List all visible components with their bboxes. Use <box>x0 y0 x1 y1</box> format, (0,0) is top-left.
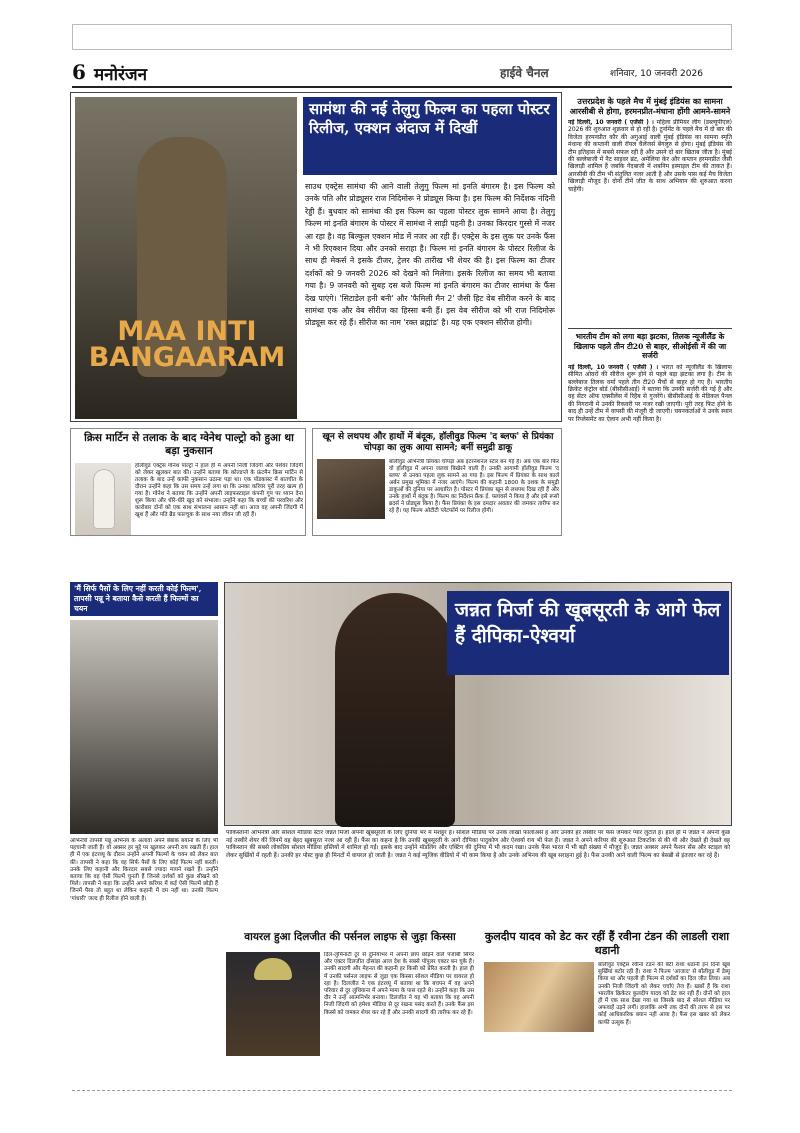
wpl-body: महिला प्रीमियर लीग (डब्ल्यूपीएल) 2026 की शुरुआत शुक्रवार से हो रही है। टूर्नामेंट के पहले मैच में दो बार की विजेता हरमनप्रीत कौर की अगुआई वाली मुंबई इंडियंस का सामना स्मृति मंधाना की कप्तानी वाली रॉयल चैलेंजर्स बेंगलुरु से होगा। मुंबई इंडियंस की टीम इतिहास में सबसे सफल रही है और उसने दो बार खिताब जीता है। मुंबई की बल्लेबाजी में नैट साइवर ब्रंट, अमेलिया केर और कप्तान हरमनप्रीत जैसी खिलाड़ी शामिल हैं जबकि गेंदबाजी में शबनिम इस्माइल टीम की ताकत हैं। आरसीबी की टीम भी संतुलित नजर आती है और उसके पास कई मैच विजेता खिलाड़ी मौजूद हैं। दोनों टीमें जीत के साथ अभियान की शुरुआत करना चाहेंगी। <box>568 119 732 193</box>
rasha-headline: कुलदीप यादव को डेट कर रहीं हैं रवीना टंडन की लाडली राशा थडानी <box>484 930 730 957</box>
tilak-lead: नई दिल्ली, 10 जनवरी ( एजेंसी ) । <box>568 363 659 371</box>
diljit-story <box>224 928 476 1084</box>
samantha-story <box>70 92 562 422</box>
tilak-story <box>568 328 732 534</box>
rasha-story <box>482 928 732 1084</box>
diljit-body: दिल-लुमिनाटी टूर से दुनियाभर में अपनी छाप छोड़ने वाले पंजाबी सिंगर और एक्टर दिलजीत दोसांझ आज देश के सबसे पॉपुलर एक्टर बन चुके हैं। उनकी सादगी और मेहनत की कहानी हर किसी को प्रेरित करती है। हाल ही में उनकी पर्सनल लाइफ से जुड़ा एक किस्सा सोशल मीडिया पर वायरल हो रहा है। दिलजीत ने एक इंटरव्यू में बताया था कि बचपन में वह अपने परिवार से दूर लुधियाना में अपने मामा के पास रहते थे। उन्होंने कहा कि उस दौर ने उन्हें आत्मनिर्भर बनाया। दिलजीत ने यह भी बताया कि वह अपनी निजी जिंदगी को हमेशा मीडिया से दूर रखना पसंद करते हैं। उनके फैंस इस किस्से को जमकर शेयर कर रहे हैं और उनकी सादगी की तारीफ कर रहे हैं। <box>324 952 474 1016</box>
gwyneth-figure <box>93 469 115 529</box>
page-number: 6 <box>72 60 86 84</box>
diljit-turban <box>254 958 292 980</box>
poster-title: MAA INTI BANGAARAM <box>88 316 286 373</box>
taapsee-body: अभिनेत्री तापसी पन्नू अभिनय के अलावा अपने बेबाक बयानों के लिए भी पहचानी जाती हैं। वो अक्सर हर मुद्दे पर खुलकर अपनी राय रखती हैं। हाल ही में एक इंटरव्यू के दौरान उन्होंने अपनी फिल्मों के चयन को लेकर बात की। तापसी ने कहा कि वह सिर्फ पैसों के लिए कोई फिल्म नहीं करतीं। उनके लिए कहानी और किरदार सबसे ज्यादा मायने रखते हैं। उन्होंने बताया कि वह ऐसी फिल्में चुनती हैं जिनसे दर्शकों को कुछ सीखने को मिले। तापसी ने कहा कि उन्होंने अपने करियर में कई ऐसी फिल्में छोड़ी हैं जिनमें पैसा तो बहुत था लेकिन कहानी में दम नहीं था। उनकी फिल्म 'गांधारी' जल्द ही रिलीज होने वाली है। <box>70 838 218 902</box>
jannat-headline: जन्नत मिर्जा की खूबसूरती के आगे फेल हैं दीपिका-ऐश्वर्या <box>447 591 729 675</box>
diljit-photo <box>226 952 320 1056</box>
gwyneth-body: हॉलीवुड एक्ट्रेस ग्वेनेथ पाल्ट्रो ने हाल ही में अपनी निजी जिंदगी और पेशेवर जिंदगी को लेकर खुलकर बात की। उन्होंने बताया कि कोल्डप्ले के फ्रंटमैन क्रिस मार्टिन से तलाक के बाद उन्हें काफी नुकसान उठाना पड़ा था। एक पॉडकास्ट में बातचीत के दौरान उन्होंने कहा कि उस समय उन्हें लगा था कि उनका करियर पूरी तरह खत्म हो गया है। ग्वेनेथ ने बताया कि उन्होंने अपनी लाइफस्टाइल कंपनी गूप पर ध्यान देना शुरू किया और धीरे-धीरे खुद को संभाला। उन्होंने कहा कि बच्चों की परवरिश और कारोबार दोनों को एक साथ संभालना आसान नहीं था। आज वह अपनी जिंदगी में खुश हैं और पति ब्रैड फाल्चुक के साथ नया जीवन जी रही हैं। <box>135 463 303 518</box>
gwyneth-headline: क्रिस मार्टिन से तलाक के बाद ग्वेनेथ पाल्ट्रो को हुआ था बड़ा नुकसान <box>84 432 294 457</box>
samantha-body: साउथ एक्ट्रेस सामंथा की आने वाली तेलुगु फिल्म मां इनति बंगारम है। इस फिल्म को उनके पति और प्रोड्यूसर राज निदिमोरू ने प्रोड्यूस किया है। इस फिल्म की निर्देशक नंदिनी रेड्डी हैं। बुधवार को सामंथा की इस फिल्म का पहला पोस्टर लुक सामने आया है। तेलुगु फिल्म मां इनति बंगारम के पोस्टर में सामंथा ने साड़ी पहनी है। उनका किरदार गुस्से में नजर आ रहा है। वह बिल्कुल एक्शन मोड में नजर आ रही हैं। एक्ट्रेस के इस लुक पर उनके फैंस ने भी रिएक्शन दिया और उनको सराहा है। फिल्म मां इनति बंगारम के पोस्टर रिलीज के साथ ही मेकर्स ने इसके टीजर, ट्रेलर की तारीख भी शेयर की है। इस फिल्म का टीजर दर्शकों को 9 जनवरी 2026 को देखने को मिलेगा। इसके रिलीज का समय भी बताया गया है। 9 जनवरी को सुबह दस बजे फिल्म मां इनति बंगारम का टीजर सामंथा के फैंस देख पाएंगे। 'सिटाडेल हनी बनी' और 'फैमिली मैन 2' जैसी हिट वेब सीरीज करने के बाद सामंथा एक और वेब सीरीज का हिस्सा बनी हैं। इस वेब सीरीज को भी राज निदिमोरू प्रोड्यूस कर रहे हैं। सीरीज का नाम 'रक्त ब्रह्मांड' है। यह एक एक्शन सीरीज होगी। <box>305 182 555 328</box>
wpl-story <box>568 96 732 322</box>
taapsee-photo <box>70 620 218 834</box>
wpl-lead: नई दिल्ली, 10 जनवरी ( एजेंसी ) । <box>568 119 654 126</box>
samantha-headline: सामंथा की नई तेलुगु फिल्म का पहला पोस्टर रिलीज, एक्शन अंदाज में दिखीं <box>303 97 557 175</box>
samantha-poster-image <box>75 97 297 419</box>
rasha-photo <box>484 962 594 1032</box>
gwyneth-photo <box>75 463 131 535</box>
top-blank-box <box>72 24 732 50</box>
taapsee-headline: 'मैं सिर्फ पैसों के लिए नहीं करती कोई फिल्म', तापसी पन्नू ने बताया कैसे करती हैं फिल्मों का चयन <box>70 582 218 616</box>
diljit-headline: वायरल हुआ दिलजीत की पर्सनल लाइफ से जुड़ा किस्सा <box>244 931 456 943</box>
jannat-figure <box>335 593 455 827</box>
newspaper-logo: हाईवे चैनल <box>500 66 549 80</box>
priyanka-photo <box>317 459 385 519</box>
gwyneth-story <box>70 428 306 536</box>
priyanka-body: बॉलीवुड अभिनेत्री प्रियंका चोपड़ा अब इंटरनेशनल स्टार बन गई हैं। अब एक बार फिर वो हॉलीवुड में अपना जलवा बिखेरने वाली हैं। उनकी आगामी हॉलीवुड फिल्म 'द ब्लफ' से उनका पहला लुक सामने आ गया है। इस फिल्म में प्रियंका के साथ कार्ल अर्बन प्रमुख भूमिका में नजर आएंगे। फिल्म की कहानी 1800 के दशक के समुद्री डाकुओं की दुनिया पर आधारित है। पोस्टर में प्रियंका खून से लथपथ दिख रही हैं और उनके हाथों में बंदूक है। फिल्म का निर्देशन फ्रैंक ई. फ्लावर्स ने किया है और इसे रूसो ब्रदर्स ने प्रोड्यूस किया है। फैंस प्रियंका के इस दमदार अवतार की जमकर तारीफ कर रहे हैं। यह फिल्म ओटीटी प्लेटफॉर्म पर रिलीज होगी। <box>389 459 559 514</box>
footer-divider <box>72 1090 732 1091</box>
dateline: शनिवार, 10 जनवरी 2026 <box>610 69 703 79</box>
taapsee-story <box>70 582 218 1030</box>
page-header <box>72 58 732 88</box>
tilak-body: भारत को न्यूजीलैंड के खिलाफ सीमित ओवरों की सीरीज शुरू होने से पहले बड़ा झटका लगा है। टीम के बल्लेबाज तिलक वर्मा पहले तीन टी20 मैचों से बाहर हो गए हैं। भारतीय क्रिकेट कंट्रोल बोर्ड (बीसीसीआई) ने बताया कि उनकी सर्जरी की गई है और वह सेंटर ऑफ एक्सीलेंस में रिहैब से गुजरेंगे। बीसीसीआई के मेडिकल पैनल की निगरानी में उनकी रिकवरी पर नजर रखी जाएगी। पूरी तरह फिट होने के बाद ही उन्हें टीम में वापसी की मंजूरी दी जाएगी। चयनकर्ताओं ने उनके स्थान पर रिप्लेसमेंट का ऐलान अभी नहीं किया है। <box>568 363 732 423</box>
jannat-body: पाकिस्तानी अभिनेत्री और सोशल मीडिया स्टार जन्नत मिर्जा अपनी खूबसूरती के लिए दुनिया भर में मशहूर हैं। सोशल मीडिया पर उनके लाखों फॉलोअर्स हैं और उनकी हर तस्वीर पर फैंस जमकर प्यार लुटाते हैं। हाल ही में जन्नत ने अपनी कुछ नई तस्वीरें शेयर कीं जिनमें वह बेहद खूबसूरत नजर आ रही हैं। फैंस का कहना है कि उनकी खूबसूरती के आगे दीपिका पादुकोण और ऐश्वर्या राय भी फेल हैं। जन्नत ने अपने करियर की शुरुआत टिकटॉक से की थी और देखते ही देखते वह पाकिस्तान की सबसे लोकप्रिय सोशल मीडिया हस्तियों में शामिल हो गईं। इसके बाद उन्होंने मॉडलिंग और एक्टिंग की दुनिया में भी कदम रखा। उनके फैंस भारत में भी बड़ी संख्या में मौजूद हैं। जन्नत अक्सर अपने फैशन सेंस और स्टाइल को लेकर सुर्खियों में रहती हैं। उनकी हर पोस्ट कुछ ही मिनटों में वायरल हो जाती है। जन्नत ने कई म्यूजिक वीडियो में भी काम किया है और उनके अभिनय की खूब सराहना हुई है। फैंस उनकी आने वाली फिल्म का बेसब्री से इंतजार कर रहे हैं। <box>226 830 730 859</box>
wpl-headline: उत्तरप्रदेश के पहले मैच में मुंबई इंडियंस का सामना आरसीबी से होगा, हरमनप्रीत-मंधाना होंगी आमने-सामने <box>569 96 731 116</box>
tilak-headline: भारतीय टीम को लगा बड़ा झटका, तिलक न्यूजीलैंड के खिलाफ पहले तीन टी20 से बाहर, सीओईसी में की जा सर्जरी <box>573 332 727 361</box>
section-title: मनोरंजन <box>94 65 148 85</box>
rasha-body: बॉलीवुड एक्ट्रेस रवीना टंडन की बेटी राशा थडानी इन दिनों खूब सुर्खियां बटोर रही हैं। राशा ने फिल्म 'आजाद' से बॉलीवुड में डेब्यू किया था और पहली ही फिल्म से दर्शकों का दिल जीत लिया। अब उनकी निजी जिंदगी को लेकर चर्चाएं तेज हैं। खबरें हैं कि राशा भारतीय क्रिकेटर कुलदीप यादव को डेट कर रही हैं। दोनों को हाल ही में एक साथ देखा गया था जिसके बाद से सोशल मीडिया पर अफवाहें उड़ने लगीं। हालांकि अभी तक दोनों की तरफ से इस पर कोई आधिकारिक बयान नहीं आया है। फैंस इस खबर को लेकर काफी उत्सुक हैं। <box>598 962 730 1026</box>
priyanka-headline: खून से लथपथ और हाथों में बंदूक, हॉलीवुड फिल्म 'द ब्लफ' से प्रियंका चोपड़ा का लुक आया सामने; बनीं समुद्री डाकू <box>322 432 554 453</box>
jannat-photo <box>224 582 732 826</box>
priyanka-story <box>312 428 562 536</box>
